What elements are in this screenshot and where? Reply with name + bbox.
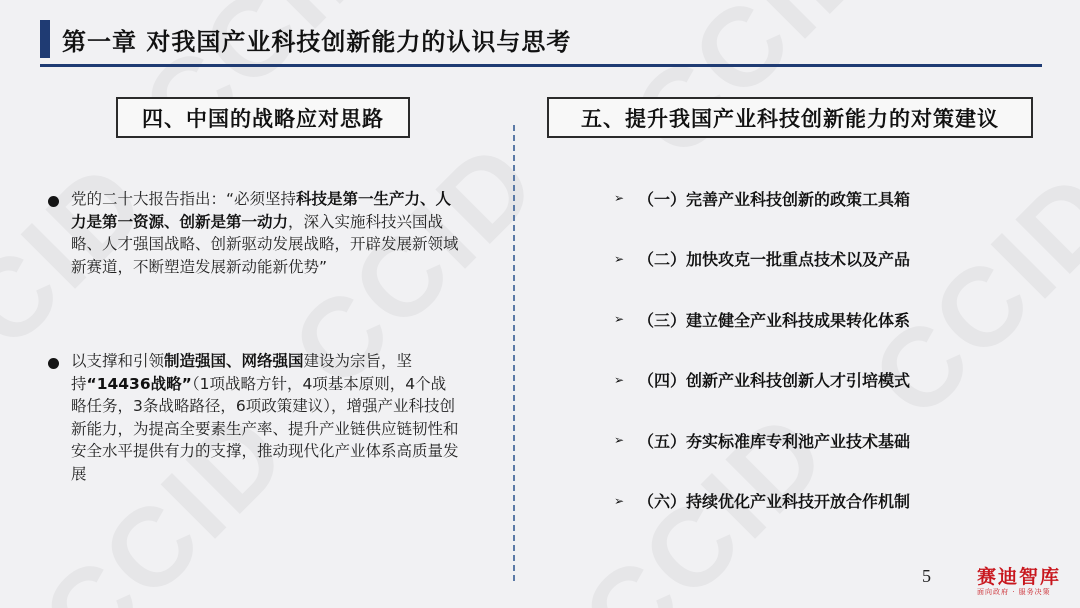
bullet-item-strategy	[48, 350, 460, 485]
right-section-heading	[547, 97, 1033, 138]
bullet-dot-icon	[48, 358, 59, 369]
list-item	[614, 304, 910, 334]
title-underline	[40, 64, 1042, 67]
page-title: 第一章 对我国产业科技创新能力的认识与思考	[62, 28, 572, 56]
text-run: （1项战略方针，4项基本原则，4个战略任务，3条战略路径，6项政策建议），增强产业科技创新能力，为提高全要素生产率、提升产业链供应链韧性和安全水平提供有力的支撑，推动现代化产业体系高质量发展	[71, 374, 459, 483]
logo-text: 赛迪智库	[977, 566, 1062, 588]
emphasis-text: “14436战略”	[86, 374, 192, 393]
watermark	[607, 0, 903, 183]
list-item	[614, 183, 910, 213]
page-number: 5	[922, 566, 931, 586]
text-run: 党的二十大报告指出：“必须坚持	[71, 190, 297, 208]
bullet-text	[71, 188, 460, 278]
left-section-heading-text: 四、中国的战略应对思路	[142, 106, 384, 131]
title-accent-bar	[40, 20, 50, 58]
text-run: 以支撑和引领	[71, 352, 165, 370]
text-run: ，深入实施科技兴国战略、人才强国战略、创新驱动发展战略，开辟发展新领域新赛道，不断塑造发展新动能新优势”	[71, 212, 459, 276]
bullet-text	[71, 350, 460, 485]
list-item-label: （一）完善产业科技创新的政策工具箱	[638, 189, 911, 209]
list-item-label: （二）加快攻克一批重点技术以及产品	[638, 250, 911, 270]
column-divider	[513, 125, 515, 581]
arrow-bullet-icon: ➢	[614, 312, 625, 327]
list-item-label: （六）持续优化产业科技开放合作机制	[638, 492, 911, 512]
emphasis-text: 制造强国、网络强国	[164, 352, 304, 370]
bullet-dot-icon	[48, 196, 59, 207]
list-item	[614, 425, 910, 455]
arrow-bullet-icon: ➢	[614, 251, 625, 266]
arrow-bullet-icon: ➢	[614, 433, 625, 448]
bullet-item-report	[48, 188, 460, 278]
right-section-heading-text: 五、提升我国产业科技创新能力的对策建议	[581, 106, 999, 131]
logo-tagline: 面向政府 · 服务决策	[977, 588, 1051, 596]
list-item-label: （三）建立健全产业科技成果转化体系	[638, 310, 911, 330]
list-item	[614, 365, 910, 395]
list-item	[614, 244, 910, 274]
left-section-heading	[116, 97, 410, 138]
arrow-bullet-icon: ➢	[614, 191, 625, 205]
list-item	[614, 486, 910, 516]
arrow-bullet-icon: ➢	[614, 493, 625, 508]
brand-logo	[977, 566, 1075, 597]
text-run: 建设为宗旨，坚持	[71, 352, 413, 393]
emphasis-text: 科技是第一生产力、人力是第一资源、创新是第一动力	[71, 190, 452, 231]
list-item-label: （四）创新产业科技创新人才引培模式	[638, 371, 911, 391]
measure-list	[614, 183, 910, 547]
arrow-bullet-icon: ➢	[614, 372, 625, 387]
list-item-label: （五）夯实标准库专利池产业技术基础	[638, 431, 911, 451]
